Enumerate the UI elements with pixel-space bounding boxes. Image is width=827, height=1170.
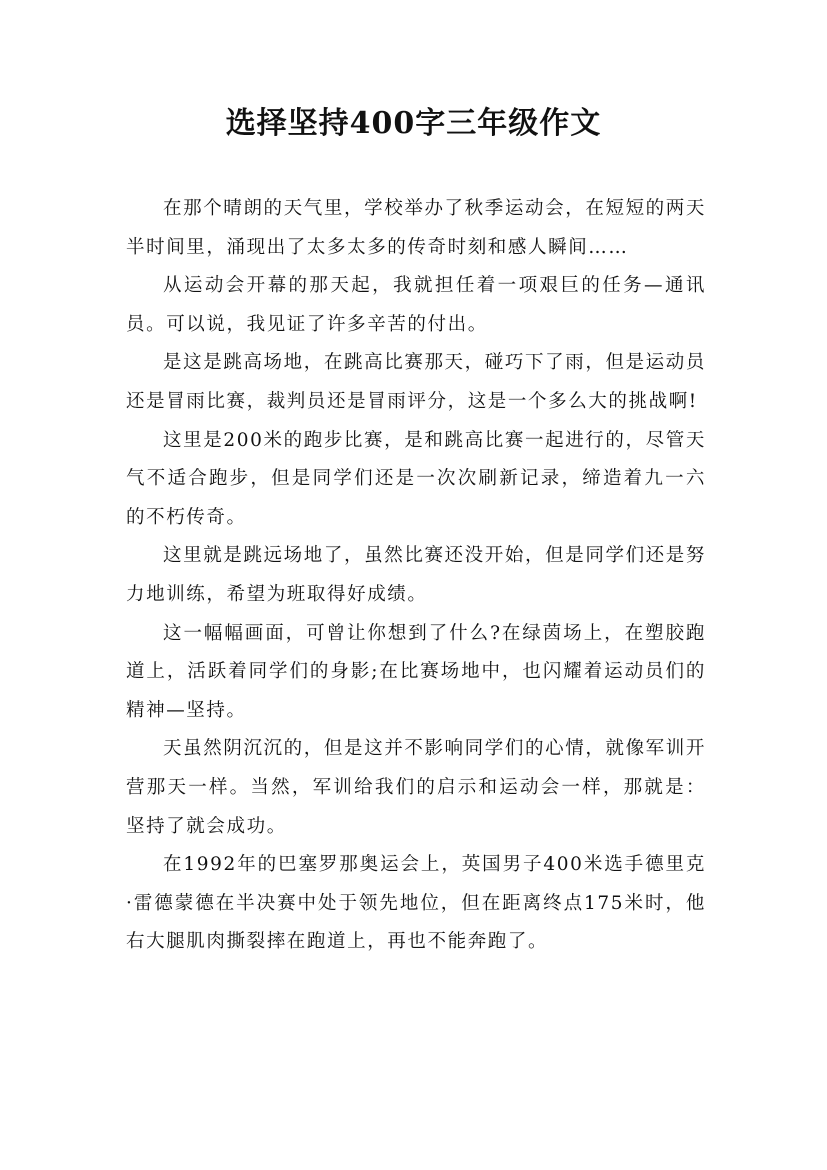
paragraph-3: 是这是跳高场地，在跳高比赛那天，碰巧下了雨，但是运动员还是冒雨比赛，裁判员还是冒雨评分，这是一个多么大的挑战啊! bbox=[126, 352, 706, 412]
paragraph-7: 天虽然阴沉沉的，但是这并不影响同学们的心情，就像军训开营那天一样。当然，军训给我们的启示和运动会一样，那就是：坚持了就会成功。 bbox=[126, 738, 706, 837]
paragraph-6: 这一幅幅画面，可曾让你想到了什么?在绿茵场上，在塑胶跑道上，活跃着同学们的身影;在比赛场地中，也闪耀着运动员们的精神—坚持。 bbox=[126, 622, 706, 721]
paragraph-5: 这里就是跳远场地了，虽然比赛还没开始，但是同学们还是努力地训练，希望为班取得好成绩。 bbox=[126, 545, 706, 605]
paragraph-2: 从运动会开幕的那天起，我就担任着一项艰巨的任务—通讯员。可以说，我见证了许多辛苦的付出。 bbox=[126, 275, 706, 335]
document-title: 选择坚持400字三年级作文 bbox=[225, 106, 602, 141]
paragraph-4: 这里是200米的跑步比赛，是和跳高比赛一起进行的，尽管天气不适合跑步，但是同学们还是一次次刷新记录，缔造着九一六的不朽传奇。 bbox=[126, 429, 706, 528]
paragraph-1: 在那个晴朗的天气里，学校举办了秋季运动会，在短短的两天半时间里，涌现出了太多太多的传奇时刻和感人瞬间…… bbox=[126, 198, 706, 258]
paragraph-8: 在1992年的巴塞罗那奥运会上，英国男子400米选手德里克·雷德蒙德在半决赛中处于领先地位，但在距离终点175米时，他右大腿肌肉撕裂摔在跑道上，再也不能奔跑了。 bbox=[126, 854, 706, 953]
article-body bbox=[126, 190, 706, 962]
